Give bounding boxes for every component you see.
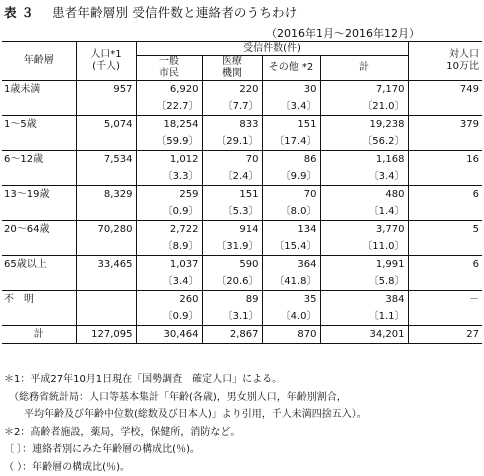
row-total-percent: 〔56.2〕 <box>320 133 408 151</box>
footnote-line: ＊1：平成27年10月1日現在「国勢調査 確定人口」による。 <box>4 371 480 389</box>
row-other-percent: 〔17.4〕 <box>262 133 320 151</box>
table-row-percent <box>2 273 482 291</box>
row-general-percent: 〔22.7〕 <box>136 98 202 116</box>
row-total-percent: 〔1.4〕 <box>320 203 408 221</box>
row-population: 5,074 <box>76 116 136 134</box>
row-spacer <box>2 98 76 116</box>
row-general: 2,722 <box>136 221 202 239</box>
row-per-population: － <box>408 291 482 309</box>
row-medical-percent: 〔7.7〕 <box>202 98 262 116</box>
footnote-line: （総務省統計局：人口等基本集計「年齢(各歳)，男女別人口，年齢別割合， <box>4 389 480 407</box>
header-other: その他 *2 <box>262 56 320 81</box>
row-total-percent: 〔21.0〕 <box>320 98 408 116</box>
row-medical-percent: 〔20.6〕 <box>202 273 262 291</box>
row-total: 480 <box>320 186 408 204</box>
table-number: 表 ３ <box>4 5 34 20</box>
row-general-percent: 〔3.4〕 <box>136 273 202 291</box>
total-general: 30,464 <box>136 326 202 344</box>
statistics-table <box>2 41 482 344</box>
row-medical: 220 <box>202 81 262 99</box>
row-other: 364 <box>262 256 320 274</box>
row-spacer <box>408 308 482 326</box>
table-title-text: 患者年齢層別 受信件数と連絡者のうちわけ <box>52 5 297 20</box>
footnotes <box>4 371 480 476</box>
row-total: 1,991 <box>320 256 408 274</box>
row-spacer <box>408 238 482 256</box>
row-other: 151 <box>262 116 320 134</box>
row-other: 30 <box>262 81 320 99</box>
table-row <box>2 186 482 204</box>
period-subtitle: （2016年1月～2016年12月） <box>266 25 420 41</box>
total-population: 127,095 <box>76 326 136 344</box>
header-per-population <box>408 42 482 81</box>
row-spacer <box>408 203 482 221</box>
footnote-line: （ ）：年齢層の構成比(％)。 <box>4 459 480 476</box>
header-total: 計 <box>320 56 408 81</box>
table-row-percent <box>2 168 482 186</box>
row-spacer <box>76 98 136 116</box>
table-row <box>2 116 482 134</box>
footnote-line: 平均年齢及び年齢中位数(総数及び日本人)」より引用，千人未満四捨五入）。 <box>4 406 480 424</box>
row-age-label: 不 明 <box>2 291 76 309</box>
row-total: 3,770 <box>320 221 408 239</box>
row-total: 7,170 <box>320 81 408 99</box>
row-total-percent: 〔3.4〕 <box>320 168 408 186</box>
row-spacer <box>76 238 136 256</box>
row-spacer <box>2 273 76 291</box>
row-per-population: 5 <box>408 221 482 239</box>
row-general: 1,012 <box>136 151 202 169</box>
row-age-label: 20～64歳 <box>2 221 76 239</box>
row-spacer <box>408 273 482 291</box>
table-row <box>2 256 482 274</box>
header-population-unit: (千人) <box>80 61 133 73</box>
row-age-label: 6～12歳 <box>2 151 76 169</box>
row-spacer <box>76 273 136 291</box>
row-medical-percent: 〔5.3〕 <box>202 203 262 221</box>
table-row <box>2 291 482 309</box>
row-other-percent: 〔41.8〕 <box>262 273 320 291</box>
row-spacer <box>408 133 482 151</box>
row-other-percent: 〔9.9〕 <box>262 168 320 186</box>
row-other: 70 <box>262 186 320 204</box>
footnote-line: ＊2：高齢者施設，薬局，学校，保健所，消防など。 <box>4 424 480 442</box>
row-age-label: 1～5歳 <box>2 116 76 134</box>
row-general: 1,037 <box>136 256 202 274</box>
row-spacer <box>76 133 136 151</box>
row-total-percent: 〔11.0〕 <box>320 238 408 256</box>
header-general <box>136 56 202 81</box>
row-spacer <box>76 308 136 326</box>
row-medical: 833 <box>202 116 262 134</box>
row-medical-percent: 〔2.4〕 <box>202 168 262 186</box>
row-other-percent: 〔15.4〕 <box>262 238 320 256</box>
header-general-1: 一般 <box>140 56 199 68</box>
row-per-population: 749 <box>408 81 482 99</box>
header-age: 年齢層 <box>2 42 76 81</box>
row-population <box>76 291 136 309</box>
row-medical: 70 <box>202 151 262 169</box>
table-row-percent <box>2 203 482 221</box>
row-other-percent: 〔3.4〕 <box>262 98 320 116</box>
header-medical-2: 機関 <box>206 68 259 80</box>
row-population: 7,534 <box>76 151 136 169</box>
row-general: 18,254 <box>136 116 202 134</box>
row-medical: 914 <box>202 221 262 239</box>
row-medical-percent: 〔31.9〕 <box>202 238 262 256</box>
table-row-percent <box>2 98 482 116</box>
row-spacer <box>2 238 76 256</box>
total-other: 870 <box>262 326 320 344</box>
row-medical: 89 <box>202 291 262 309</box>
row-population: 8,329 <box>76 186 136 204</box>
row-general: 6,920 <box>136 81 202 99</box>
row-general-percent: 〔0.9〕 <box>136 308 202 326</box>
table-row-percent <box>2 308 482 326</box>
footnote-line: 〔 〕：連絡者別にみた年齢層の構成比(％)。 <box>4 441 480 459</box>
row-general-percent: 〔3.3〕 <box>136 168 202 186</box>
row-total-percent: 〔1.1〕 <box>320 308 408 326</box>
header-per-population-2: 10万比 <box>412 61 480 73</box>
row-spacer <box>76 203 136 221</box>
table-title <box>4 3 297 21</box>
row-medical-percent: 〔3.1〕 <box>202 308 262 326</box>
row-spacer <box>2 133 76 151</box>
header-per-population-1: 対人口 <box>412 49 480 61</box>
row-medical: 590 <box>202 256 262 274</box>
total-total: 34,201 <box>320 326 408 344</box>
row-other: 134 <box>262 221 320 239</box>
row-total-percent: 〔5.8〕 <box>320 273 408 291</box>
row-general-percent: 〔0.9〕 <box>136 203 202 221</box>
row-per-population: 379 <box>408 116 482 134</box>
row-population: 33,465 <box>76 256 136 274</box>
row-general: 259 <box>136 186 202 204</box>
header-population <box>76 42 136 81</box>
header-medical <box>202 56 262 81</box>
row-per-population: 6 <box>408 256 482 274</box>
row-medical: 151 <box>202 186 262 204</box>
row-total: 384 <box>320 291 408 309</box>
table-row <box>2 221 482 239</box>
row-other-percent: 〔4.0〕 <box>262 308 320 326</box>
header-medical-1: 医療 <box>206 56 259 68</box>
row-other: 35 <box>262 291 320 309</box>
row-age-label: 13～19歳 <box>2 186 76 204</box>
row-total: 1,168 <box>320 151 408 169</box>
row-age-label: 1歳未満 <box>2 81 76 99</box>
row-spacer <box>2 168 76 186</box>
row-spacer <box>2 308 76 326</box>
table-row-percent <box>2 133 482 151</box>
row-other-percent: 〔8.0〕 <box>262 203 320 221</box>
total-per-population: 27 <box>408 326 482 344</box>
row-spacer <box>408 98 482 116</box>
table-total-row <box>2 326 482 344</box>
header-received: 受信件数(件) <box>136 42 408 56</box>
table-row <box>2 81 482 99</box>
row-age-label: 65歳以上 <box>2 256 76 274</box>
row-medical-percent: 〔29.1〕 <box>202 133 262 151</box>
row-spacer <box>408 168 482 186</box>
table-row-percent <box>2 238 482 256</box>
row-spacer <box>2 203 76 221</box>
row-other: 86 <box>262 151 320 169</box>
row-total: 19,238 <box>320 116 408 134</box>
row-population: 957 <box>76 81 136 99</box>
header-population-label: 人口*1 <box>80 49 133 61</box>
table-row <box>2 151 482 169</box>
row-general-percent: 〔8.9〕 <box>136 238 202 256</box>
total-label: 計 <box>2 326 76 344</box>
row-per-population: 6 <box>408 186 482 204</box>
row-population: 70,280 <box>76 221 136 239</box>
row-spacer <box>76 168 136 186</box>
total-medical: 2,867 <box>202 326 262 344</box>
header-general-2: 市民 <box>140 68 199 80</box>
row-general-percent: 〔59.9〕 <box>136 133 202 151</box>
row-per-population: 16 <box>408 151 482 169</box>
row-general: 260 <box>136 291 202 309</box>
